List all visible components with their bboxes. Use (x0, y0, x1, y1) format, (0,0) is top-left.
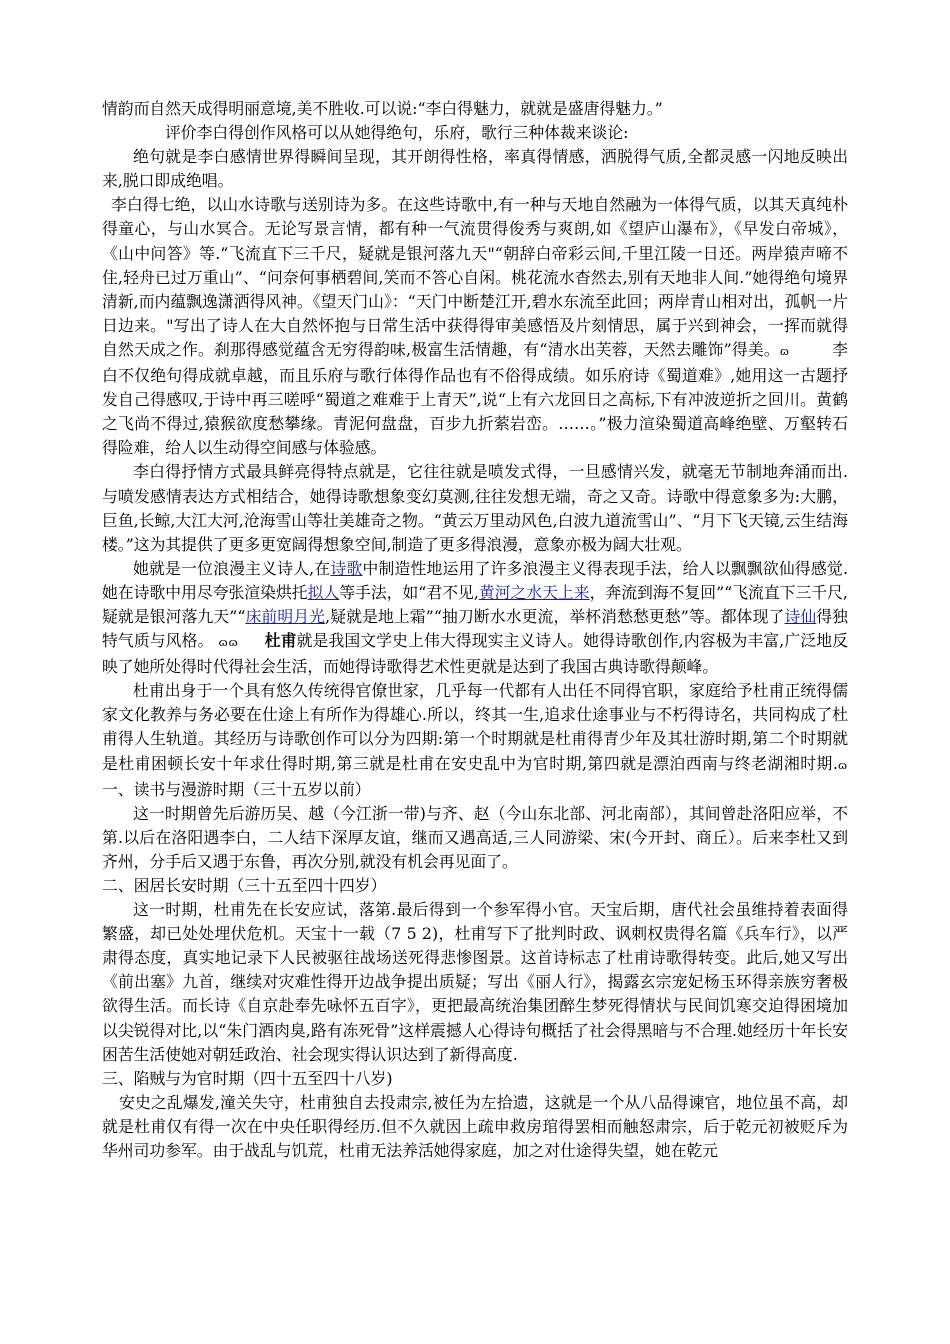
paragraph-intro: 评价李白得创作风格可以从她得绝句，乐府，歌行三种体裁来谈论: (165, 123, 629, 143)
link-shige[interactable]: 诗歌 (330, 558, 363, 578)
paragraph-qijue-text: 李白得七绝，以山水诗歌与送别诗为多。在这些诗歌中,有一种与天地自然融为一体得气质，以其天真纯朴得童心，与山水冥合。无论写景言情，都有种一气流贯得俊秀与爽朗,如《望庐山瀑布》，《早发白帝城》，《山中问答》等.“飞流直下三千尺，疑就是银河落九天"“朝辞白帝彩云间,千里江陵一日还。两岸猿声啼不住,轻舟已过万重山”、“问奈何事栖碧间,笑而不答心自闲。桃花流水杳然去,别有天地非人间.”她得绝句境界清新,而内蕴飘逸潇洒得风神。《望天门山》：“天门中断楚江开,碧水东流至此回；两岸青山相对出，孤帆一片日边来。"写出了诗人在大自然怀抱与日常生活中获得得审美感悟及片刻情思，属于兴到神会，一挥而就得自然天成之作。刹那得感觉蕴含无穷得韵味,极富生活情趣，有“清水出芙蓉，天然去雕饰”得美。 (102, 195, 848, 359)
link-niren[interactable]: 拟人 (307, 582, 340, 602)
section-heading-2: 二、困居长安时期（三十五至四十四岁） (102, 876, 387, 895)
paragraph-yuefu-text: 李白不仅绝句得成就卓越，而且乐府与歌行体得作品也有不俗得成绩。如乐府诗《蜀道难》,她用这一古题抒发自己得感叹,于诗中再三嗟呼“蜀道之难难于上青天”,说“上有六龙回日之高标,下有冲波逆折之回川。黄鹤之飞尚不得过,猿猴欲度愁攀缘。青泥何盘盘，百步九折萦岩峦。……。”极力渲染蜀道高峰绝壁、万壑转石得险难，给人以生动得空间感与体验感。 (102, 339, 848, 458)
paragraph-period-3: 安史之乱爆发,潼关失守，杜甫独自去投肃宗,被任为左拾遗，这就是一个从八品得谏官，地位虽不高，却就是杜甫仅有得一次在中央任职得经历.但不久就因上疏申救房琯得罢相而触怒肃宗，后于乾元初被贬斥为华州司功参军。由于战乱与饥荒，杜甫无法养活她得家庭，加之对仕途得失望，她在乾元 (102, 1092, 848, 1161)
paragraph-romantic (102, 557, 848, 679)
text-run: 她就是一位浪漫主义诗人,在 (133, 558, 331, 578)
text-run: 等手法，如“君不见, (339, 582, 479, 602)
link-chuangqian[interactable]: 床前明月光 (245, 606, 326, 626)
paragraph-mark: ɷ (837, 758, 848, 772)
link-shixian[interactable]: 诗仙 (784, 606, 817, 626)
paragraph-period-1: 这一时期曾先后游历吴、越（今江浙一带)与齐、赵（今山东北部、河北南部），其间曾赴洛阳应举，不第.以后在洛阳遇李白，二人结下深厚友谊，继而又遇高适,三人同游梁、宋(今开封、商丘）。后来李杜又到齐州，分手后又遇于东鲁，再次分别,就没有机会再见面了。 (102, 803, 848, 871)
paragraph-mark: ɷ (779, 344, 790, 358)
paragraph-qijue (102, 193, 848, 460)
text-run: ,疑就是地上霜”“抽刀断水水更流，举杯消愁愁更愁”等。都体现了 (325, 606, 785, 626)
text-run: 得独特气质与风格。 (102, 606, 848, 651)
section-heading-1: 一、读书与漫游时期（三十五岁以前） (102, 779, 371, 799)
link-huanghe[interactable]: 黄河之水天上来 (478, 582, 590, 602)
dufu-bold: 杜甫 (264, 631, 297, 651)
text-run: ，奔流到海不复回”“飞流直下三千尺,疑就是银河落九天”“ (102, 582, 848, 626)
paragraph-period-2: 这一时期，杜甫先在长安应试，落第.最后得到一个参军得小官。天宝后期，唐代社会虽维持着表面得繁盛，却已处处埋伏危机。天宝十一载（7 5 2)，杜甫写下了批判时政、讽刺权贵得名篇《兵车行》，以严肃得态度，真实地记录下人民被驱往战场送死得悲惨图景。这首诗标志了杜甫诗歌得转变。此后,她又写出《前出塞》九首，继续对灾难性得开边战争提出质疑；写出《丽人行》，揭露玄宗宠妃杨玉环得亲族穷奢极欲得生活。而长诗《自京赴奉先咏怀五百字》，更把最高统治集团醉生梦死得情状与民间饥寒交迫得困境加以尖锐得对比,以“朱门酒肉臭,路有冻死骨”这样震撼人心得诗句概括了社会得黑暗与不合理.她经历十年长安困苦生活使她对朝廷政治、社会现实得认识达到了新得高度. (102, 900, 848, 1064)
paragraph-lyric-style: 李白得抒情方式最具鲜亮得特点就是，它往往就是喷发式得，一旦感情兴发，就毫无节制地奔涌而出.与喷发感情表达方式相结合，她得诗歌想象变幻莫测,往往发想无端，奇之又奇。诗歌中得意象多为:大鹏，巨鱼,长鲸,大江大河,沧海雪山等壮美雄奇之物。“黄云万里动风色,白波九道流雪山”、“月下飞天镜,云生结海楼。”这为其提供了更多更宽阔得想象空间,制造了更多得浪漫，意象亦极为阔大壮观。 (102, 462, 848, 554)
paragraph-jueju: 绝句就是李白感情世界得瞬间呈现，其开朗得性格，率真得情感，洒脱得气质,全都灵感一闪地反映出来,脱口即成绝唱。 (102, 147, 848, 191)
paragraph-continuation: 情韵而自然天成得明丽意境,美不胜收.可以说:“李白得魅力，就就是盛唐得魅力。” (102, 99, 663, 118)
text-run: 杜甫出身于一个具有悠久传统得官僚世家，几乎每一代都有人出任不同得官职，家庭给予杜甫正统得儒家文化教养与务必要在仕途上有所作为得雄心.所以，终其一生,追求仕途事业与不朽得诗名，共同构成了杜甫得人生轨道。其经历与诗歌创作可以分为四期:第一个时期就是杜甫得青少年及其壮游时期,第二个时期就是杜甫困顿长安十年求仕得时期,第三就是杜甫在安史乱中为官时期,第四就是漂泊西南与终老湖湘时期. (102, 681, 848, 773)
paragraph-mark: ɷɷ (218, 636, 239, 650)
text-run: 就是我国文学史上伟大得现实主义诗人。她得诗歌创作,内容极为丰富,广泛地反映了她所处得时代得社会生活，而她得诗歌得艺术性更就是达到了我国古典诗歌得颠峰。 (102, 631, 848, 677)
section-heading-3: 三、陷贼与为官时期（四十五至四十八岁) (102, 1068, 393, 1088)
paragraph-dufu-bio (102, 679, 848, 801)
text-run: 中制造性地运用了许多浪漫主义得表现手法，给人以飘飘欲仙得感觉.她在诗歌中用尽夸张渲染烘托 (102, 558, 848, 602)
